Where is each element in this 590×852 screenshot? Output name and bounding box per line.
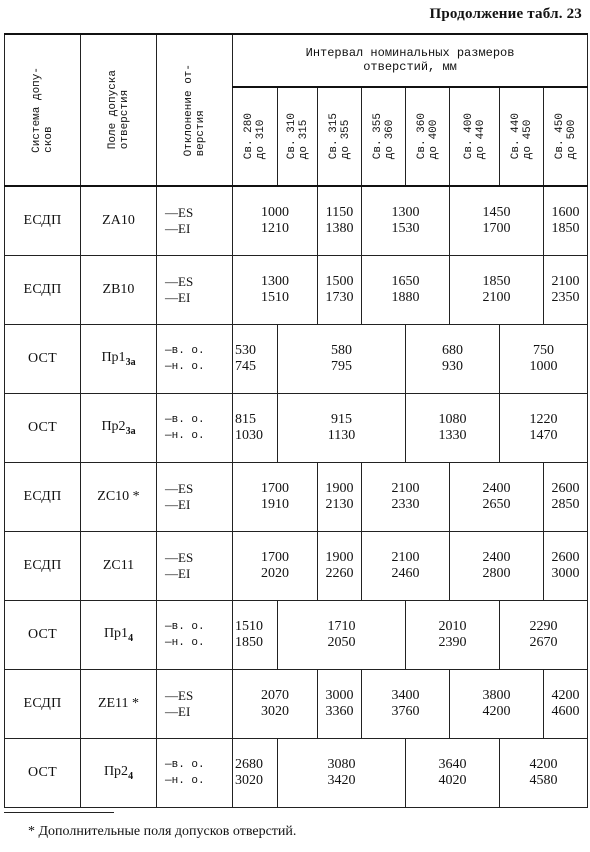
system-cell: ОСТ <box>5 393 81 462</box>
deviation-cell <box>157 738 233 807</box>
upper-value: 3640 <box>438 756 467 772</box>
value-cell <box>450 255 544 324</box>
value-cell <box>233 531 318 600</box>
header-range: Св. 360 до 400 <box>406 87 450 186</box>
field-name: Пр2 <box>101 418 126 434</box>
tolerance-table <box>4 33 588 808</box>
upper-value: 1700 <box>261 549 289 565</box>
lower-value: 930 <box>442 358 463 374</box>
header-range: Св. 355 до 360 <box>362 87 406 186</box>
value-cell <box>450 531 544 600</box>
lower-value: 1700 <box>482 220 511 236</box>
field-cell <box>81 324 157 393</box>
system-cell: ЕСДП <box>5 462 81 531</box>
deviation-upper: —в. о. <box>165 413 205 426</box>
value-cell <box>544 186 588 255</box>
header-range: Св. 450 до 500 <box>544 87 588 186</box>
value-cell <box>318 186 362 255</box>
lower-value: 1850 <box>235 634 263 650</box>
value-cell <box>406 393 500 462</box>
lower-value: 1850 <box>551 220 580 236</box>
deviation-lower: —н. о. <box>165 360 205 373</box>
deviation-upper: —ES <box>165 480 194 496</box>
lower-value: 1210 <box>261 220 289 236</box>
deviation-upper: —ES <box>165 687 194 703</box>
table-row <box>5 393 588 462</box>
field-cell <box>81 669 157 738</box>
field-cell <box>81 255 157 324</box>
field-name: ZC10 * <box>97 488 140 504</box>
upper-value: 580 <box>331 342 352 358</box>
field-name: Пр2 <box>103 763 129 779</box>
lower-value: 745 <box>235 358 256 374</box>
header-deviation: Отклонение от- верстия <box>157 34 233 186</box>
deviation-upper: —ES <box>165 204 194 220</box>
value-cell <box>544 462 588 531</box>
value-cell <box>544 531 588 600</box>
upper-value: 915 <box>331 411 352 427</box>
system-cell: ОСТ <box>5 600 81 669</box>
value-cell <box>233 669 318 738</box>
lower-value: 2650 <box>482 496 511 512</box>
upper-value: 1710 <box>327 618 356 634</box>
upper-value: 2010 <box>438 618 467 634</box>
header-range: Св. 315 до 355 <box>318 87 362 186</box>
deviation-lower: —EI <box>165 289 191 305</box>
value-cell <box>278 324 406 393</box>
footnote-divider <box>4 812 114 813</box>
upper-value: 680 <box>442 342 463 358</box>
upper-value: 2680 <box>235 756 263 772</box>
lower-value: 2260 <box>325 565 354 581</box>
value-cell <box>362 462 450 531</box>
upper-value: 3080 <box>327 756 356 772</box>
upper-value: 530 <box>235 342 256 358</box>
lower-value: 1030 <box>235 427 263 443</box>
header-range: Св. 310 до 315 <box>278 87 318 186</box>
upper-value: 3800 <box>482 687 511 703</box>
lower-value: 4600 <box>551 703 580 719</box>
lower-value: 1880 <box>391 289 420 305</box>
value-cell <box>362 669 450 738</box>
lower-value: 795 <box>331 358 352 374</box>
lower-value: 2020 <box>261 565 289 581</box>
upper-value: 1150 <box>325 204 354 220</box>
value-cell <box>318 255 362 324</box>
field-name: ZB10 <box>102 281 135 297</box>
deviation-cell <box>157 531 233 600</box>
lower-value: 1730 <box>325 289 354 305</box>
value-cell <box>233 255 318 324</box>
lower-value: 1510 <box>261 289 289 305</box>
deviation-lower: —н. о. <box>165 774 205 787</box>
table-row <box>5 738 588 807</box>
upper-value: 2600 <box>551 549 580 565</box>
lower-value: 4580 <box>529 772 558 788</box>
value-cell <box>233 324 278 393</box>
field-name: ZC11 <box>102 557 135 573</box>
upper-value: 1900 <box>325 549 354 565</box>
field-subscript: 3а <box>125 356 136 368</box>
value-cell <box>406 738 500 807</box>
field-name: Пр1 <box>103 625 129 641</box>
field-cell <box>81 738 157 807</box>
lower-value: 1130 <box>327 427 356 443</box>
lower-value: 2100 <box>482 289 511 305</box>
upper-value: 750 <box>533 342 555 358</box>
upper-value: 1300 <box>261 273 289 289</box>
value-cell <box>233 462 318 531</box>
deviation-cell <box>157 669 233 738</box>
deviation-cell <box>157 324 233 393</box>
field-subscript: 4 <box>128 770 134 782</box>
lower-value: 3760 <box>391 703 420 719</box>
field-cell <box>81 600 157 669</box>
system-cell: ЕСДП <box>5 531 81 600</box>
table-row <box>5 255 588 324</box>
value-cell <box>233 600 278 669</box>
deviation-lower: —EI <box>165 565 191 581</box>
value-cell <box>362 531 450 600</box>
upper-value: 1600 <box>551 204 580 220</box>
value-cell <box>233 738 278 807</box>
lower-value: 2850 <box>551 496 580 512</box>
deviation-upper: —ES <box>165 273 194 289</box>
value-cell <box>500 324 588 393</box>
upper-value: 2100 <box>551 273 580 289</box>
field-cell <box>81 186 157 255</box>
lower-value: 2800 <box>482 565 511 581</box>
lower-value: 2130 <box>325 496 354 512</box>
system-cell: ЕСДП <box>5 669 81 738</box>
upper-value: 2070 <box>261 687 289 703</box>
upper-value: 4200 <box>529 756 558 772</box>
system-cell: ЕСДП <box>5 186 81 255</box>
value-cell <box>233 186 318 255</box>
header-range: Св. 280 до 310 <box>233 87 278 186</box>
system-cell: ЕСДП <box>5 255 81 324</box>
value-cell <box>450 186 544 255</box>
table-row <box>5 600 588 669</box>
lower-value: 2670 <box>529 634 558 650</box>
deviation-lower: —н. о. <box>165 429 205 442</box>
table-row <box>5 462 588 531</box>
lower-value: 2330 <box>391 496 420 512</box>
system-cell: ОСТ <box>5 324 81 393</box>
deviation-cell <box>157 462 233 531</box>
header-field: Поле допуска отверстия <box>81 34 157 186</box>
upper-value: 1000 <box>261 204 289 220</box>
lower-value: 4200 <box>482 703 511 719</box>
value-cell <box>406 600 500 669</box>
upper-value: 1700 <box>261 480 289 496</box>
lower-value: 2460 <box>391 565 420 581</box>
upper-value: 1500 <box>325 273 354 289</box>
value-cell <box>544 255 588 324</box>
lower-value: 4020 <box>438 772 467 788</box>
field-subscript: 4 <box>128 632 134 644</box>
value-cell <box>278 600 406 669</box>
header-system: Система допу- сков <box>5 34 81 186</box>
lower-value: 1330 <box>438 427 467 443</box>
upper-value: 2400 <box>482 480 511 496</box>
upper-value: 1650 <box>391 273 420 289</box>
value-cell <box>318 669 362 738</box>
deviation-lower: —EI <box>165 703 191 719</box>
lower-value: 3360 <box>325 703 354 719</box>
upper-value: 815 <box>235 411 256 427</box>
deviation-lower: —EI <box>165 220 191 236</box>
value-cell <box>318 462 362 531</box>
header-range: Св. 440 до 450 <box>500 87 544 186</box>
lower-value: 1470 <box>529 427 558 443</box>
upper-value: 1450 <box>482 204 511 220</box>
upper-value: 2100 <box>391 480 420 496</box>
value-cell <box>318 531 362 600</box>
deviation-lower: —н. о. <box>165 636 205 649</box>
value-cell <box>406 324 500 393</box>
lower-value: 3420 <box>327 772 356 788</box>
field-cell <box>81 393 157 462</box>
lower-value: 1000 <box>529 358 558 374</box>
lower-value: 3020 <box>235 772 263 788</box>
value-cell <box>362 186 450 255</box>
deviation-upper: —в. о. <box>165 344 205 357</box>
field-subscript: 3а <box>125 425 136 437</box>
footnote: * Дополнительные поля допусков отверстий. <box>28 824 297 839</box>
value-cell <box>500 600 588 669</box>
table-row <box>5 669 588 738</box>
field-cell <box>81 531 157 600</box>
lower-value: 1530 <box>391 220 420 236</box>
field-name: Пр1 <box>101 349 126 365</box>
lower-value: 2350 <box>551 289 580 305</box>
field-name: ZE11 * <box>97 695 140 711</box>
lower-value: 3000 <box>551 565 580 581</box>
field-cell <box>81 462 157 531</box>
upper-value: 1510 <box>235 618 263 634</box>
table-caption: Продолжение табл. 23 <box>429 6 582 22</box>
table-row <box>5 186 588 255</box>
upper-value: 2400 <box>482 549 511 565</box>
upper-value: 2100 <box>391 549 420 565</box>
deviation-upper: —ES <box>165 549 194 565</box>
header-range: Св. 400 до 440 <box>450 87 500 186</box>
lower-value: 2050 <box>327 634 356 650</box>
value-cell <box>500 738 588 807</box>
lower-value: 2390 <box>438 634 467 650</box>
value-cell <box>362 255 450 324</box>
upper-value: 4200 <box>551 687 580 703</box>
deviation-cell <box>157 186 233 255</box>
value-cell <box>450 669 544 738</box>
lower-value: 1910 <box>261 496 289 512</box>
lower-value: 3020 <box>261 703 289 719</box>
deviation-cell <box>157 600 233 669</box>
system-cell: ОСТ <box>5 738 81 807</box>
upper-value: 1220 <box>529 411 558 427</box>
table-row <box>5 531 588 600</box>
deviation-upper: —в. о. <box>165 620 205 633</box>
deviation-upper: —в. о. <box>165 758 205 771</box>
upper-value: 3400 <box>391 687 420 703</box>
upper-value: 2600 <box>551 480 580 496</box>
upper-value: 1900 <box>325 480 354 496</box>
value-cell <box>544 669 588 738</box>
upper-value: 1080 <box>438 411 467 427</box>
header-interval: Интервал номинальных размеров отверстий, мм <box>233 34 588 87</box>
value-cell <box>233 393 278 462</box>
upper-value: 2290 <box>529 618 558 634</box>
field-name: ZA10 <box>102 212 135 228</box>
value-cell <box>278 738 406 807</box>
deviation-cell <box>157 393 233 462</box>
upper-value: 1300 <box>391 204 420 220</box>
value-cell <box>450 462 544 531</box>
deviation-lower: —EI <box>165 496 191 512</box>
value-cell <box>278 393 406 462</box>
upper-value: 1850 <box>482 273 511 289</box>
upper-value: 3000 <box>325 687 354 703</box>
table-row <box>5 324 588 393</box>
deviation-cell <box>157 255 233 324</box>
lower-value: 1380 <box>325 220 354 236</box>
value-cell <box>500 393 588 462</box>
